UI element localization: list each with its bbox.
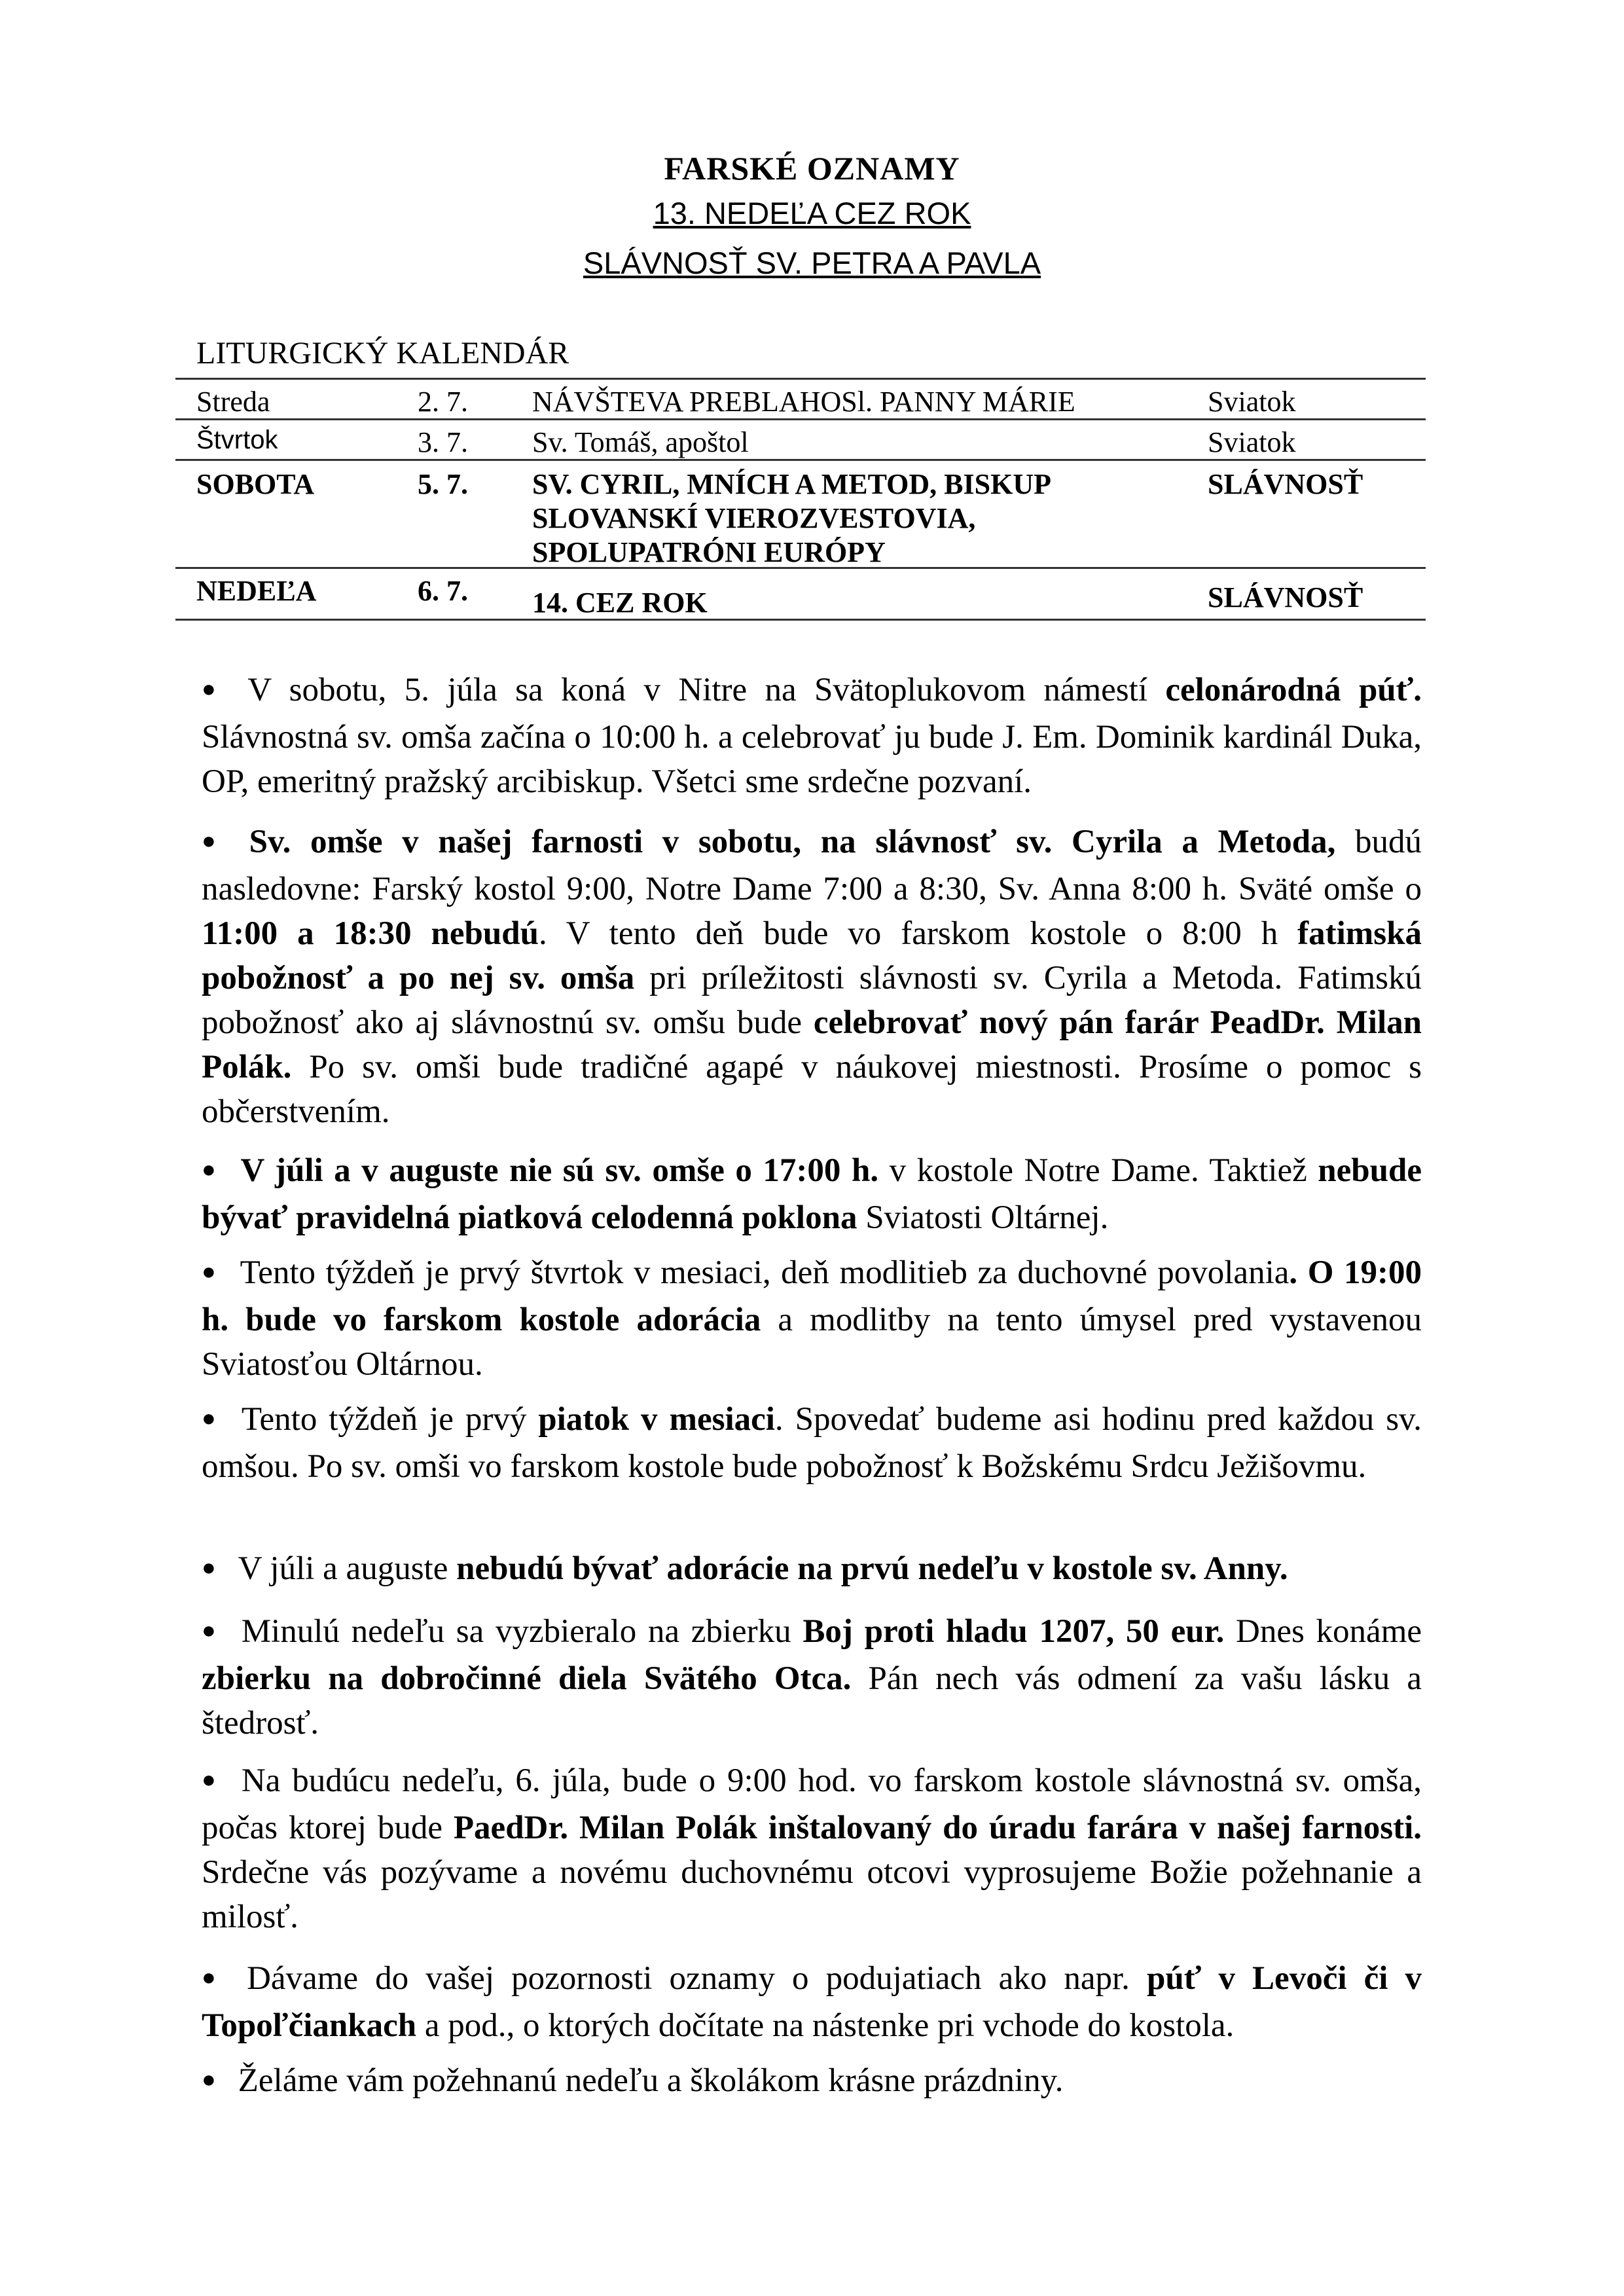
calendar-title: LITURGICKÝ KALENDÁR	[196, 336, 569, 371]
calendar-rank: SLÁVNOSŤ	[1208, 581, 1363, 613]
bullet-icon: ●	[202, 1156, 219, 1182]
announcement-9: ● Dávame do vašej pozornosti oznamy o podujatiach ako napr. púť v Levoči či v Topoľčiankach a pod., o ktorých dočítate na nástenke pri vchode do kostola.	[202, 1960, 1422, 2044]
calendar-row	[175, 459, 1426, 569]
calendar-event: 14. CEZ ROK	[532, 587, 708, 619]
calendar-rank: SLÁVNOSŤ	[1208, 468, 1363, 500]
bullet-icon: ●	[202, 828, 227, 854]
announcement-1: ● V sobotu, 5. júla sa koná v Nitre na Svätoplukovom námestí celonárodná púť. Slávnostná sv. omša začína o 10:00 h. a celebrovať ju bude J. Em. Dominik kardinál Duka, OP, emeritný pražský arcibiskup. Všetci sme srdečne pozvaní.	[202, 672, 1422, 800]
calendar-row	[175, 567, 1426, 621]
announcement-3: ● V júli a v auguste nie sú sv. omše o 17:00 h. v kostole Notre Dame. Taktiež nebude bývať pravidelná piatková celodenná poklona Sviatosti Oltárnej.	[202, 1152, 1422, 1236]
announcement-2: ● Sv. omše v našej farnosti v sobotu, na slávnosť sv. Cyrila a Metoda, budú nasledovne: Farský kostol 9:00, Notre Dame 7:00 a 8:30, Sv. Anna 8:00 h. Sväté omše o 11:00 a 18:30 nebudú. V tento deň bude vo farskom kostole o 8:00 h fatimská pobožnosť a po nej sv. omša pri príležitosti slávnosti sv. Cyrila a Metoda. Fatimskú pobožnosť ako aj slávnostnú sv. omšu bude celebrovať nový pán farár PeadDr. Milan Polák. Po sv. omši bude tradičné agapé v náukovej miestnosti. Prosíme o pomoc s občerstvením.	[202, 824, 1422, 1130]
event-line: SPOLUPATRÓNI EURÓPY	[532, 536, 886, 568]
announcement-6: ● V júli a auguste nebudú bývať adorácie na prvú nedeľu v kostole sv. Anny.	[202, 1550, 1288, 1587]
bullet-icon: ●	[202, 1554, 216, 1580]
calendar-day: SOBOTA	[196, 468, 315, 500]
event-line: SLOVANSKÍ VIEROZVESTOVIA,	[532, 502, 976, 534]
announcement-7: ● Minulú nedeľu sa vyzbieralo na zbierku Boj proti hladu 1207, 50 eur. Dnes konáme zbierku na dobročinné diela Svätého Otca. Pán nech vás odmení za vašu lásku a štedrosť.	[202, 1613, 1422, 1741]
calendar-event: Sv. Tomáš, apoštol	[532, 426, 749, 458]
bullet-icon: ●	[202, 676, 226, 702]
calendar-row	[175, 378, 1426, 420]
calendar-date: 6. 7.	[418, 575, 468, 607]
feast-subtitle: SLÁVNOSŤ SV. PETRA A PAVLA	[583, 246, 1041, 280]
calendar-day: NEDEĽA	[196, 575, 317, 607]
calendar-day: Streda	[196, 386, 270, 418]
event-line: SV. CYRIL, MNÍCH A METOD, BISKUP	[532, 468, 1051, 500]
announcement-5: ● Tento týždeň je prvý piatok v mesiaci. Spovedať budeme asi hodinu pred každou sv. omšou. Po sv. omši vo farskom kostole bude pobožnosť k Božskému Srdcu Ježišovmu.	[202, 1401, 1422, 1485]
calendar-event: NÁVŠTEVA PREBLAHOSl. PANNY MÁRIE	[532, 386, 1075, 418]
calendar-rank: Sviatok	[1208, 426, 1296, 458]
calendar-date: 3. 7.	[418, 426, 468, 458]
announcement-10: ● Želáme vám požehnanú nedeľu a školákom krásne prázdniny.	[202, 2062, 1064, 2099]
announcement-4: ● Tento týždeň je prvý štvrtok v mesiaci, deň modlitieb za duchovné povolania. O 19:00 h. bude vo farskom kostole adorácia a modlitby na tento úmysel pred vystavenou Sviatosťou Oltárnou.	[202, 1254, 1422, 1383]
bullet-icon: ●	[202, 1964, 225, 1990]
calendar-date: 5. 7.	[418, 468, 468, 500]
bullet-icon: ●	[202, 1617, 219, 1643]
sunday-subtitle: 13. NEDEĽA CEZ ROK	[653, 196, 971, 230]
page-title: FARSKÉ OZNAMY	[664, 150, 960, 187]
bullet-icon: ●	[202, 1766, 219, 1793]
calendar-date: 2. 7.	[418, 386, 468, 418]
calendar-row	[175, 418, 1426, 461]
bullet-icon: ●	[202, 1258, 218, 1285]
calendar-event	[532, 467, 1051, 570]
calendar-day: Štvrtok	[196, 426, 278, 454]
bullet-icon: ●	[202, 1405, 219, 1431]
bullet-icon: ●	[202, 2066, 216, 2092]
calendar-rank: Sviatok	[1208, 386, 1296, 418]
announcement-8: ● Na budúcu nedeľu, 6. júla, bude o 9:00 hod. vo farskom kostole slávnostná sv. omša, počas ktorej bude PaedDr. Milan Polák inštalovaný do úradu farára v našej farnosti. Srdečne vás pozývame a novému duchovnému otcovi vyprosujeme Božie požehnanie a milosť.	[202, 1762, 1422, 1935]
